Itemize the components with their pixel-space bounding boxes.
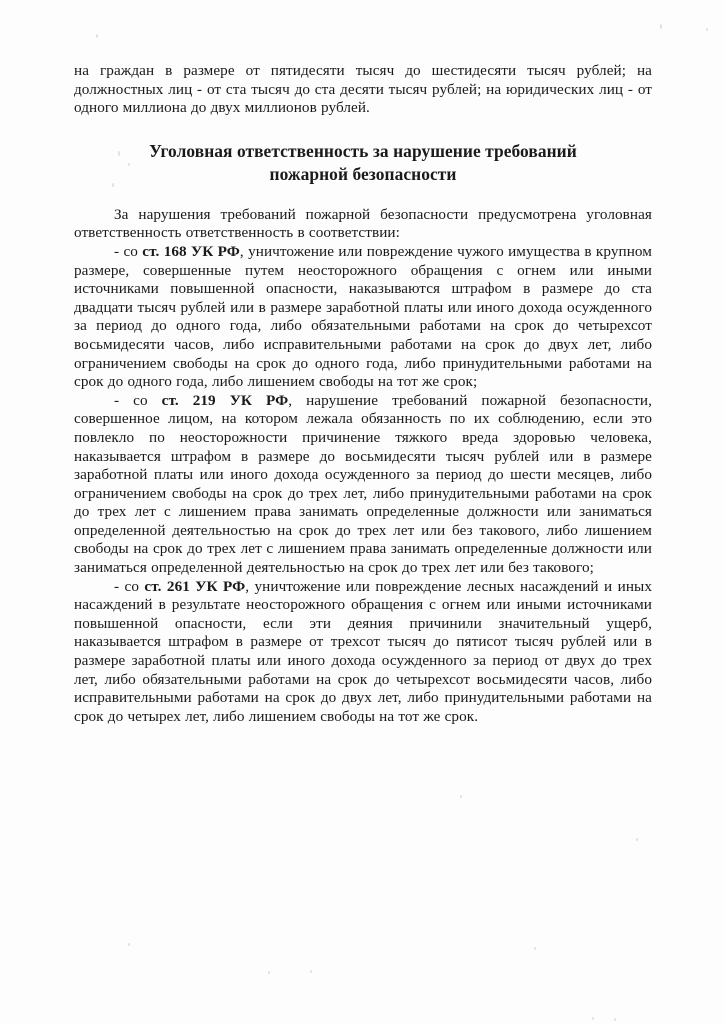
article-reference: ст. 261 УК РФ xyxy=(144,577,246,595)
article-body: , уничтожение или повреждение лесных насаждений и иных насаждений в результате неосторожного обращения с огнем или иными источниками повышенной опасности, если эти деяния причинили значительный ущерб, наказывается штрафом в размере от трехсот тысяч до пятисот тысяч рублей или в размере заработной платы или иного дохода осужденного за период от двух до трех лет, либо обязательными работами на срок до четырехсот восьмидесяти часов, либо исправительными работами на срок до двух лет, либо принудительными работами на срок до четырех лет, либо лишением свободы на тот же срок. xyxy=(74,577,652,725)
article-body: , уничтожение или повреждение чужого имущества в крупном размере, совершенные путем неосторожного обращения с огнем или иными источниками повышенной опасности, наказываются штрафом в размере до ста двадцати тысяч рублей или в размере заработной платы или иного дохода осужденного за период до одного года, либо обязательными работами на срок до четырехсот восьмидесяти часов, либо исправительными работами на срок до двух лет, либо ограничением свободы на срок до одного года, либо принудительными работами на срок до одного года, либо лишением свободы на тот же срок; xyxy=(74,242,652,391)
article-prefix: - со xyxy=(114,391,162,409)
article-prefix: - со xyxy=(114,242,143,260)
page-title xyxy=(74,140,652,186)
article-item xyxy=(74,578,652,727)
document-body xyxy=(74,62,652,726)
article-item xyxy=(74,392,652,578)
page-title-line-1: Уголовная ответственность за нарушение требований xyxy=(149,140,577,161)
lead-paragraph: За нарушения требований пожарной безопасности предусмотрена уголовная ответственность ответственность в соответствии: xyxy=(74,205,652,242)
page-title-line-2: пожарной безопасности xyxy=(269,163,457,184)
article-body: , нарушение требований пожарной безопасности, совершенное лицом, на котором лежала обязанность по их соблюдению, если это повлекло по неосторожности причинение тяжкого вреда здоровью человека, наказывается штрафом в размере до восьмидесяти тысяч рублей или в размере заработной платы или иного дохода осужденного за период до шести месяцев, либо ограничением свободы на срок до трех лет, либо принудительными работами на срок до трех лет с лишением права занимать определенные должности или заниматься определенной деятельностью на срок до трех лет или без такового, либо лишением свободы на срок до трех лет с лишением права занимать определенные должности или заниматься определенной деятельностью на срок до трех лет или без такового; xyxy=(74,391,652,577)
intro-paragraph: на граждан в размере от пятидесяти тысяч до шестидесяти тысяч рублей; на должностных лиц - от ста тысяч до ста десяти тысяч рублей; на юридических лиц - от одного миллиона до двух миллионов рублей. xyxy=(74,62,652,117)
article-reference: ст. 168 УК РФ xyxy=(142,242,240,260)
article-item xyxy=(74,243,652,392)
article-reference: ст. 219 УК РФ xyxy=(161,391,289,409)
article-prefix: - со xyxy=(114,577,145,595)
